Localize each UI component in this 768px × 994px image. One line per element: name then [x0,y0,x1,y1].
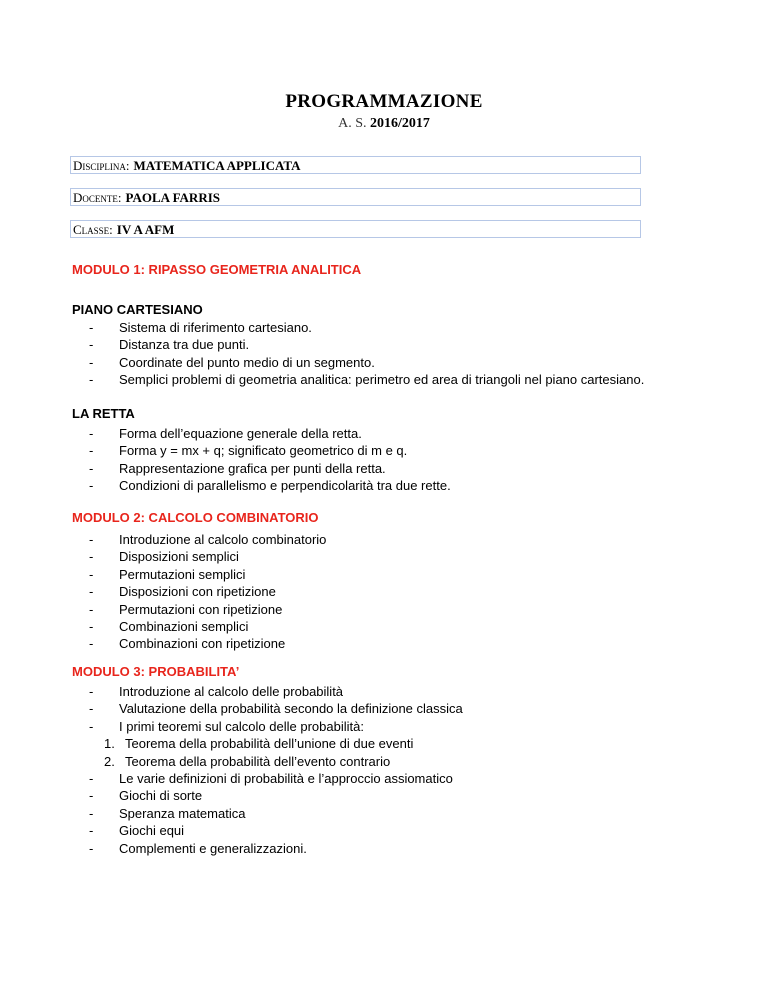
disciplina-label: Disciplina: [73,158,130,173]
dash-bullet: - [89,372,94,388]
dash-bullet: - [89,337,94,353]
list-item: - Forma y = mx + q; significato geometrico di m e q. [89,443,408,459]
dash-bullet: - [89,566,94,582]
list-item: - Forma dell’equazione generale della retta. [89,426,362,441]
list-item: - Speranza matematica [89,805,246,821]
list-item: - Sistema di riferimento cartesiano. [89,320,312,335]
dash-bullet: - [89,770,94,786]
list-item: - I primi teoremi sul calcolo delle probabilità: [89,718,364,734]
module-3-heading: MODULO 3: PROBABILITA’ [72,664,240,679]
classe-value: IV A AFM [116,222,175,237]
list-item: - Giochi di sorte [89,788,203,804]
module-2-list [72,531,326,653]
dash-bullet: - [89,354,94,370]
piano-cartesiano-heading: PIANO CARTESIANO [72,302,203,317]
numbered-subitem: 2. Teorema della probabilità dell’evento contrario [104,753,391,769]
school-year-label: A. S. [338,116,367,131]
dash-bullet: - [89,718,94,734]
classe-box [70,220,641,238]
sub-number: 1. [104,736,115,752]
piano-cartesiano-list [72,319,644,389]
dash-bullet: - [89,584,94,600]
dash-bullet: - [89,460,94,476]
dash-bullet: - [89,636,94,652]
dash-bullet: - [89,320,94,335]
la-retta-heading: LA RETTA [72,406,135,421]
module-1-heading: MODULO 1: RIPASSO GEOMETRIA ANALITICA [72,262,362,277]
disciplina-box [70,156,641,174]
dash-bullet: - [89,478,94,494]
school-year-value: 2016/2017 [370,116,430,131]
dash-bullet: - [89,701,94,717]
list-item: - Distanza tra due punti. [89,337,250,353]
list-item: - Introduzione al calcolo combinatorio [89,532,327,547]
dash-bullet: - [89,840,94,856]
list-item: - Le varie definizioni di probabilità e l’approccio assiomatico [89,770,453,786]
dash-bullet: - [89,443,94,459]
document-title: PROGRAMMAZIONE [285,91,483,112]
dash-bullet: - [89,618,94,634]
numbered-subitem: 1. Teorema della probabilità dell’unione di due eventi [104,736,414,752]
list-item: - Introduzione al calcolo delle probabilità [89,684,344,699]
list-item: - Rappresentazione grafica per punti della retta. [89,460,386,476]
dash-bullet: - [89,426,94,441]
module-2-heading: MODULO 2: CALCOLO COMBINATORIO [72,510,319,525]
list-item: - Valutazione della probabilità secondo la definizione classica [89,701,463,717]
list-item: - Permutazioni semplici [89,566,246,582]
list-item: - Combinazioni semplici [89,618,249,634]
disciplina-value: MATEMATICA APPLICATA [133,158,301,173]
list-item: - Coordinate del punto medio di un segmento. [89,354,375,370]
dash-bullet: - [89,601,94,617]
docente-box [70,188,641,206]
dash-bullet: - [89,549,94,565]
module-3-list [72,683,463,857]
list-item: - Disposizioni con ripetizione [89,584,276,600]
dash-bullet: - [89,823,94,839]
classe-label: Classe: [73,222,113,237]
dash-bullet: - [89,532,94,547]
dash-bullet: - [89,684,94,699]
list-item: - Combinazioni con ripetizione [89,636,286,652]
la-retta-list [72,425,451,495]
list-item: - Condizioni di parallelismo e perpendicolarità tra due rette. [89,478,451,494]
list-item: - Complementi e generalizzazioni. [89,840,307,856]
list-item: - Permutazioni con ripetizione [89,601,283,617]
list-item: - Semplici problemi di geometria analitica: perimetro ed area di triangoli nel piano cartesiano. [89,372,645,388]
school-year [0,116,768,132]
sub-number: 2. [104,753,115,769]
docente-label: Docente: [73,190,122,205]
list-item: - Giochi equi [89,823,185,839]
list-item: - Disposizioni semplici [89,549,239,565]
dash-bullet: - [89,805,94,821]
docente-value: PAOLA FARRIS [125,190,220,205]
dash-bullet: - [89,788,94,804]
